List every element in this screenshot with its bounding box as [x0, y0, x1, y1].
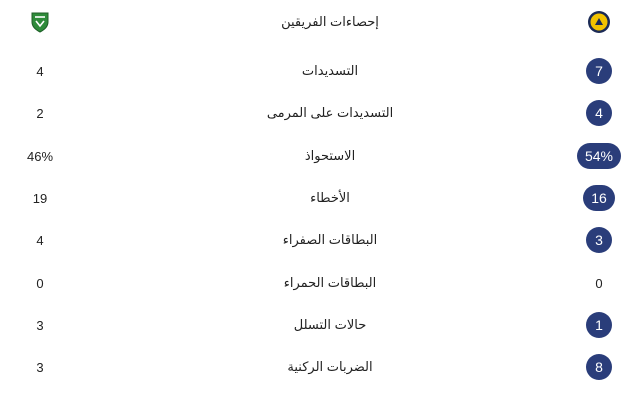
home-offsides-value: 3 — [36, 317, 44, 333]
al-nassr-crest-icon — [586, 9, 612, 35]
away-red-cards-value: 0 — [595, 275, 603, 291]
away-corners-value: 8 — [586, 354, 612, 380]
stat-label-yellow-cards: البطاقات الصفراء — [282, 232, 378, 247]
home-corners-value: 3 — [36, 359, 44, 375]
home-shots-value: 4 — [36, 63, 44, 79]
ettifaq-crest-icon — [27, 9, 53, 35]
stat-row-offsides — [0, 307, 640, 343]
away-yellow-cards-value: 3 — [586, 227, 612, 253]
away-fouls-value: 16 — [583, 185, 615, 211]
home-shots-on-target-value: 2 — [36, 105, 44, 121]
away-possession-value: 54% — [577, 143, 621, 169]
away-offsides-value: 1 — [586, 312, 612, 338]
stats-title: إحصاءات الفريقين — [281, 14, 379, 29]
stat-label-red-cards: البطاقات الحمراء — [283, 275, 377, 290]
home-possession-value: 46% — [26, 148, 54, 164]
stat-label-shots-on-target: التسديدات على المرمى — [266, 105, 394, 120]
stats-header-row — [0, 4, 640, 40]
stat-row-shots — [0, 53, 640, 89]
stat-label-fouls: الأخطاء — [310, 190, 350, 205]
away-shots-on-target-value: 4 — [586, 100, 612, 126]
stat-row-corners — [0, 349, 640, 385]
stat-label-offsides: حالات التسلل — [293, 317, 367, 332]
stat-row-possession — [0, 138, 640, 174]
stat-row-fouls — [0, 180, 640, 216]
home-red-cards-value: 0 — [36, 275, 44, 291]
home-yellow-cards-value: 4 — [36, 232, 44, 248]
stat-row-shots-on-target — [0, 95, 640, 131]
stat-row-red-cards — [0, 265, 640, 301]
home-team-crest — [14, 4, 66, 40]
away-team-crest — [570, 4, 628, 40]
stat-label-shots: التسديدات — [301, 63, 359, 78]
stat-label-corners: الضربات الركنية — [287, 359, 373, 374]
away-shots-value: 7 — [586, 58, 612, 84]
home-fouls-value: 19 — [32, 190, 48, 206]
stat-label-possession: الاستحواذ — [304, 148, 356, 163]
stat-row-yellow-cards — [0, 222, 640, 258]
